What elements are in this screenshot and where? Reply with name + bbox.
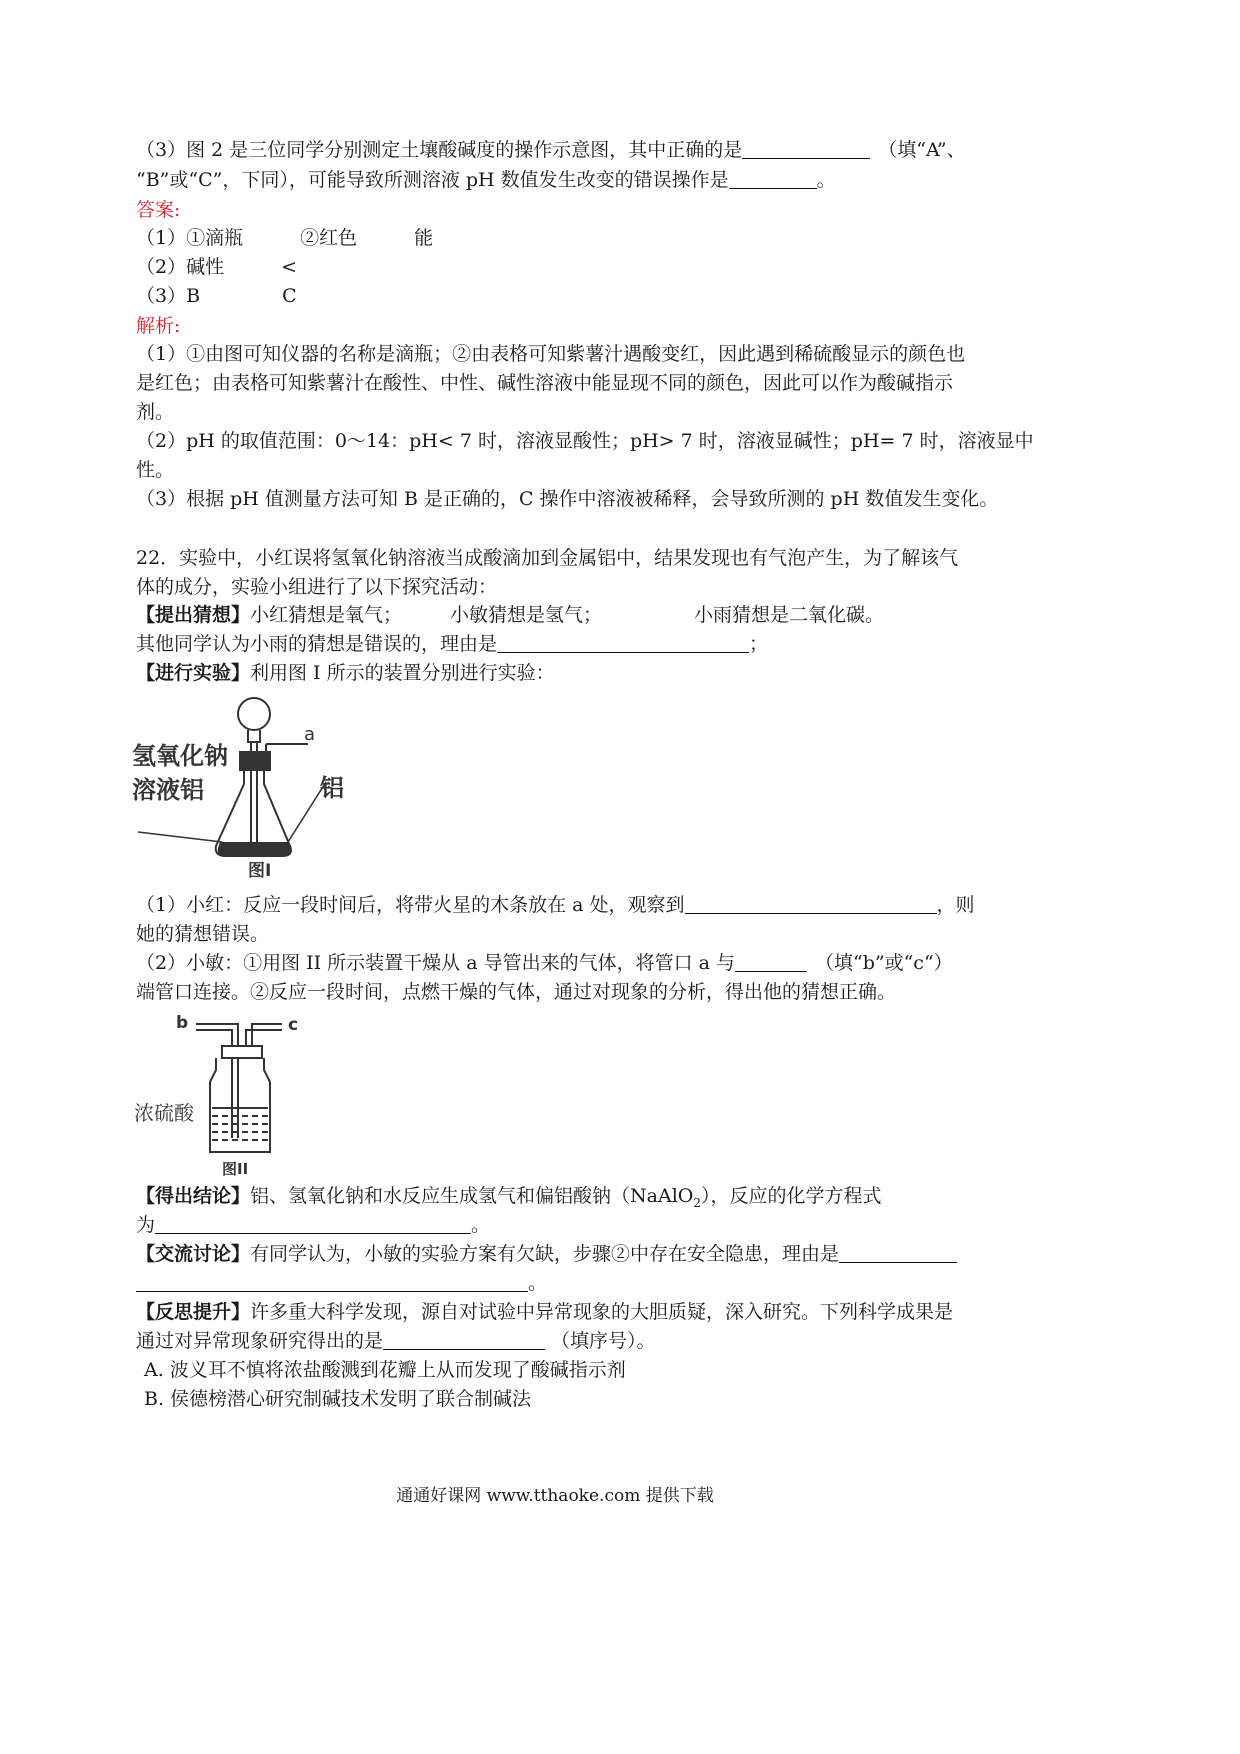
label-al: 铝 [320, 774, 344, 802]
analysis-line: （3）根据 pH 值测量方法可知 B 是正确的，C 操作中溶液被稀释，会导致所测的 pH 数值发生变化。 [136, 488, 999, 510]
figure-2-caption: 图II [222, 1160, 249, 1178]
label-naoh: 氢氧化钠 [132, 742, 228, 770]
answer-blank[interactable] [497, 632, 749, 653]
answer-heading: 答案: [136, 199, 181, 221]
discussion-line-2 [136, 1271, 547, 1295]
figure-1-apparatus [128, 692, 388, 882]
discussion-line-1 [136, 1242, 957, 1266]
section-tag: 【交流讨论】 [136, 1243, 251, 1265]
conclusion-text: 铝、氢氧化钠和水反应生成氢气和偏铝酸钠（NaAlO [250, 1185, 694, 1207]
answer-1: （1）①滴瓶 ②红色 能 [136, 227, 434, 249]
label-conc-h2so4: 浓硫酸 [134, 1101, 194, 1125]
exp-line [136, 661, 555, 685]
guess-a: 小红猜想是氧气； [250, 604, 403, 626]
q3-text-2: （填“A”、 [878, 139, 966, 161]
section-tag: 【进行实验】 [136, 662, 251, 684]
page-footer: 通通好课网 www.tthaoke.com 提供下载 [396, 1486, 714, 1506]
answer-blank[interactable] [383, 1329, 545, 1350]
conclusion-line-2 [136, 1213, 490, 1237]
analysis-line: 剂。 [136, 401, 175, 423]
other-text: 其他同学认为小雨的猜想是错误的，理由是 [136, 633, 498, 655]
answer-3: （3）B C [136, 285, 297, 307]
q3-line-2 [136, 168, 836, 192]
answer-blank[interactable] [136, 1271, 528, 1292]
q3-text-4: 。 [816, 169, 836, 191]
q3-line-1 [136, 138, 966, 162]
conclusion-end: 。 [471, 1214, 491, 1236]
other-end: ； [749, 633, 769, 655]
part1-line-2: 她的猜想错误。 [136, 923, 270, 945]
part2-line-1 [136, 951, 953, 975]
analysis-line: 是红色；由表格可知紫薯汁在酸性、中性、碱性溶液中能显现不同的颜色，因此可以作为酸碱指示 [136, 372, 954, 394]
figure-2-gas-washing-bottle [132, 1008, 332, 1180]
label-b: b [176, 1013, 189, 1033]
stopper [240, 752, 270, 770]
reflection-line-1 [136, 1300, 953, 1324]
section-tag: 【反思提升】 [136, 1301, 251, 1323]
answer-2: （2）碱性 < [136, 256, 298, 278]
answer-blank[interactable] [685, 893, 937, 914]
analysis-line: 性。 [136, 459, 175, 481]
guess-c: 小雨猜想是二氧化碳。 [694, 604, 885, 626]
analysis-line: （1）①由图可知仪器的名称是滴瓶；②由表格可知紫薯汁遇酸变红，因此遇到稀硫酸显示的颜色也 [136, 343, 966, 365]
guess-b: 小敏猜想是氢气； [450, 604, 603, 626]
part1-text: （1）小红：反应一段时间后，将带火星的木条放在 a 处，观察到 [136, 894, 685, 916]
q22-line-2: 体的成分，实验小组进行了以下探究活动： [136, 576, 498, 598]
analysis-heading: 解析: [136, 315, 181, 337]
conclusion-line-1 [136, 1184, 882, 1215]
other-line [136, 632, 768, 656]
exp-text: 利用图 I 所示的装置分别进行实验： [250, 662, 555, 684]
label-c: c [288, 1015, 299, 1035]
reflection-text: 许多重大科学发现，源自对试验中异常现象的大胆质疑，深入研究。下列科学成果是 [250, 1301, 954, 1323]
discussion-end: 。 [528, 1272, 548, 1294]
figure-1-caption: 图I [248, 861, 272, 881]
answer-blank[interactable] [735, 951, 807, 972]
label-solution-al: 溶液铝 [132, 776, 204, 804]
option-b: B. 侯德榜潜心研究制碱技术发明了联合制碱法 [144, 1388, 532, 1410]
guess-line [136, 603, 884, 627]
subscript: 2 [693, 1195, 701, 1210]
q3-text-3: “B”或“C”，下同），可能导致所测溶液 pH 数值发生改变的错误操作是 [136, 169, 729, 191]
answer-blank[interactable] [742, 138, 870, 159]
section-tag: 【得出结论】 [136, 1185, 251, 1207]
section-tag: 【提出猜想】 [136, 604, 251, 626]
answer-blank[interactable] [839, 1242, 957, 1263]
part1-line-1 [136, 893, 975, 917]
part2-hint: （填“b”或“c“） [815, 952, 953, 974]
option-a: A. 波义耳不慎将浓盐酸溅到花瓣上从而发现了酸碱指示剂 [144, 1359, 626, 1381]
conclusion-prefix: 为 [136, 1214, 156, 1236]
answer-blank[interactable] [155, 1213, 471, 1234]
reflection-text-2: 通过对异常现象研究得出的是 [136, 1330, 384, 1352]
q3-text-1: （3）图 2 是三位同学分别测定土壤酸碱度的操作示意图，其中正确的是 [136, 139, 743, 161]
funnel-bulb [238, 698, 270, 730]
discussion-text: 有同学认为，小敏的实验方案有欠缺，步骤②中存在安全隐患，理由是 [250, 1243, 840, 1265]
label-a: a [304, 724, 316, 745]
answer-blank[interactable] [729, 168, 817, 189]
bottle [210, 1058, 270, 1152]
q22-line-1: 22．实验中，小红误将氢氧化钠溶液当成酸滴加到金属铝中，结果发现也有气泡产生，为了解该气 [136, 547, 959, 569]
part2-line-2: 端管口连接。②反应一段时间，点燃干燥的气体，通过对现象的分析，得出他的猜想正确。 [136, 981, 897, 1003]
aluminum-solution [218, 842, 291, 856]
part2-text: （2）小敏：①用图 II 所示装置干燥从 a 导管出来的气体，将管口 a 与 [136, 952, 735, 974]
reflection-line-2 [136, 1329, 656, 1353]
analysis-line: （2）pH 的取值范围：0～14：pH< 7 时，溶液显酸性；pH> 7 时，溶液显碱性；pH= 7 时，溶液显中 [136, 430, 1034, 452]
reflection-hint: （填序号）。 [551, 1330, 656, 1352]
conclusion-text-2: ），反应的化学方程式 [701, 1185, 882, 1207]
part1-end: ，则 [936, 894, 975, 916]
